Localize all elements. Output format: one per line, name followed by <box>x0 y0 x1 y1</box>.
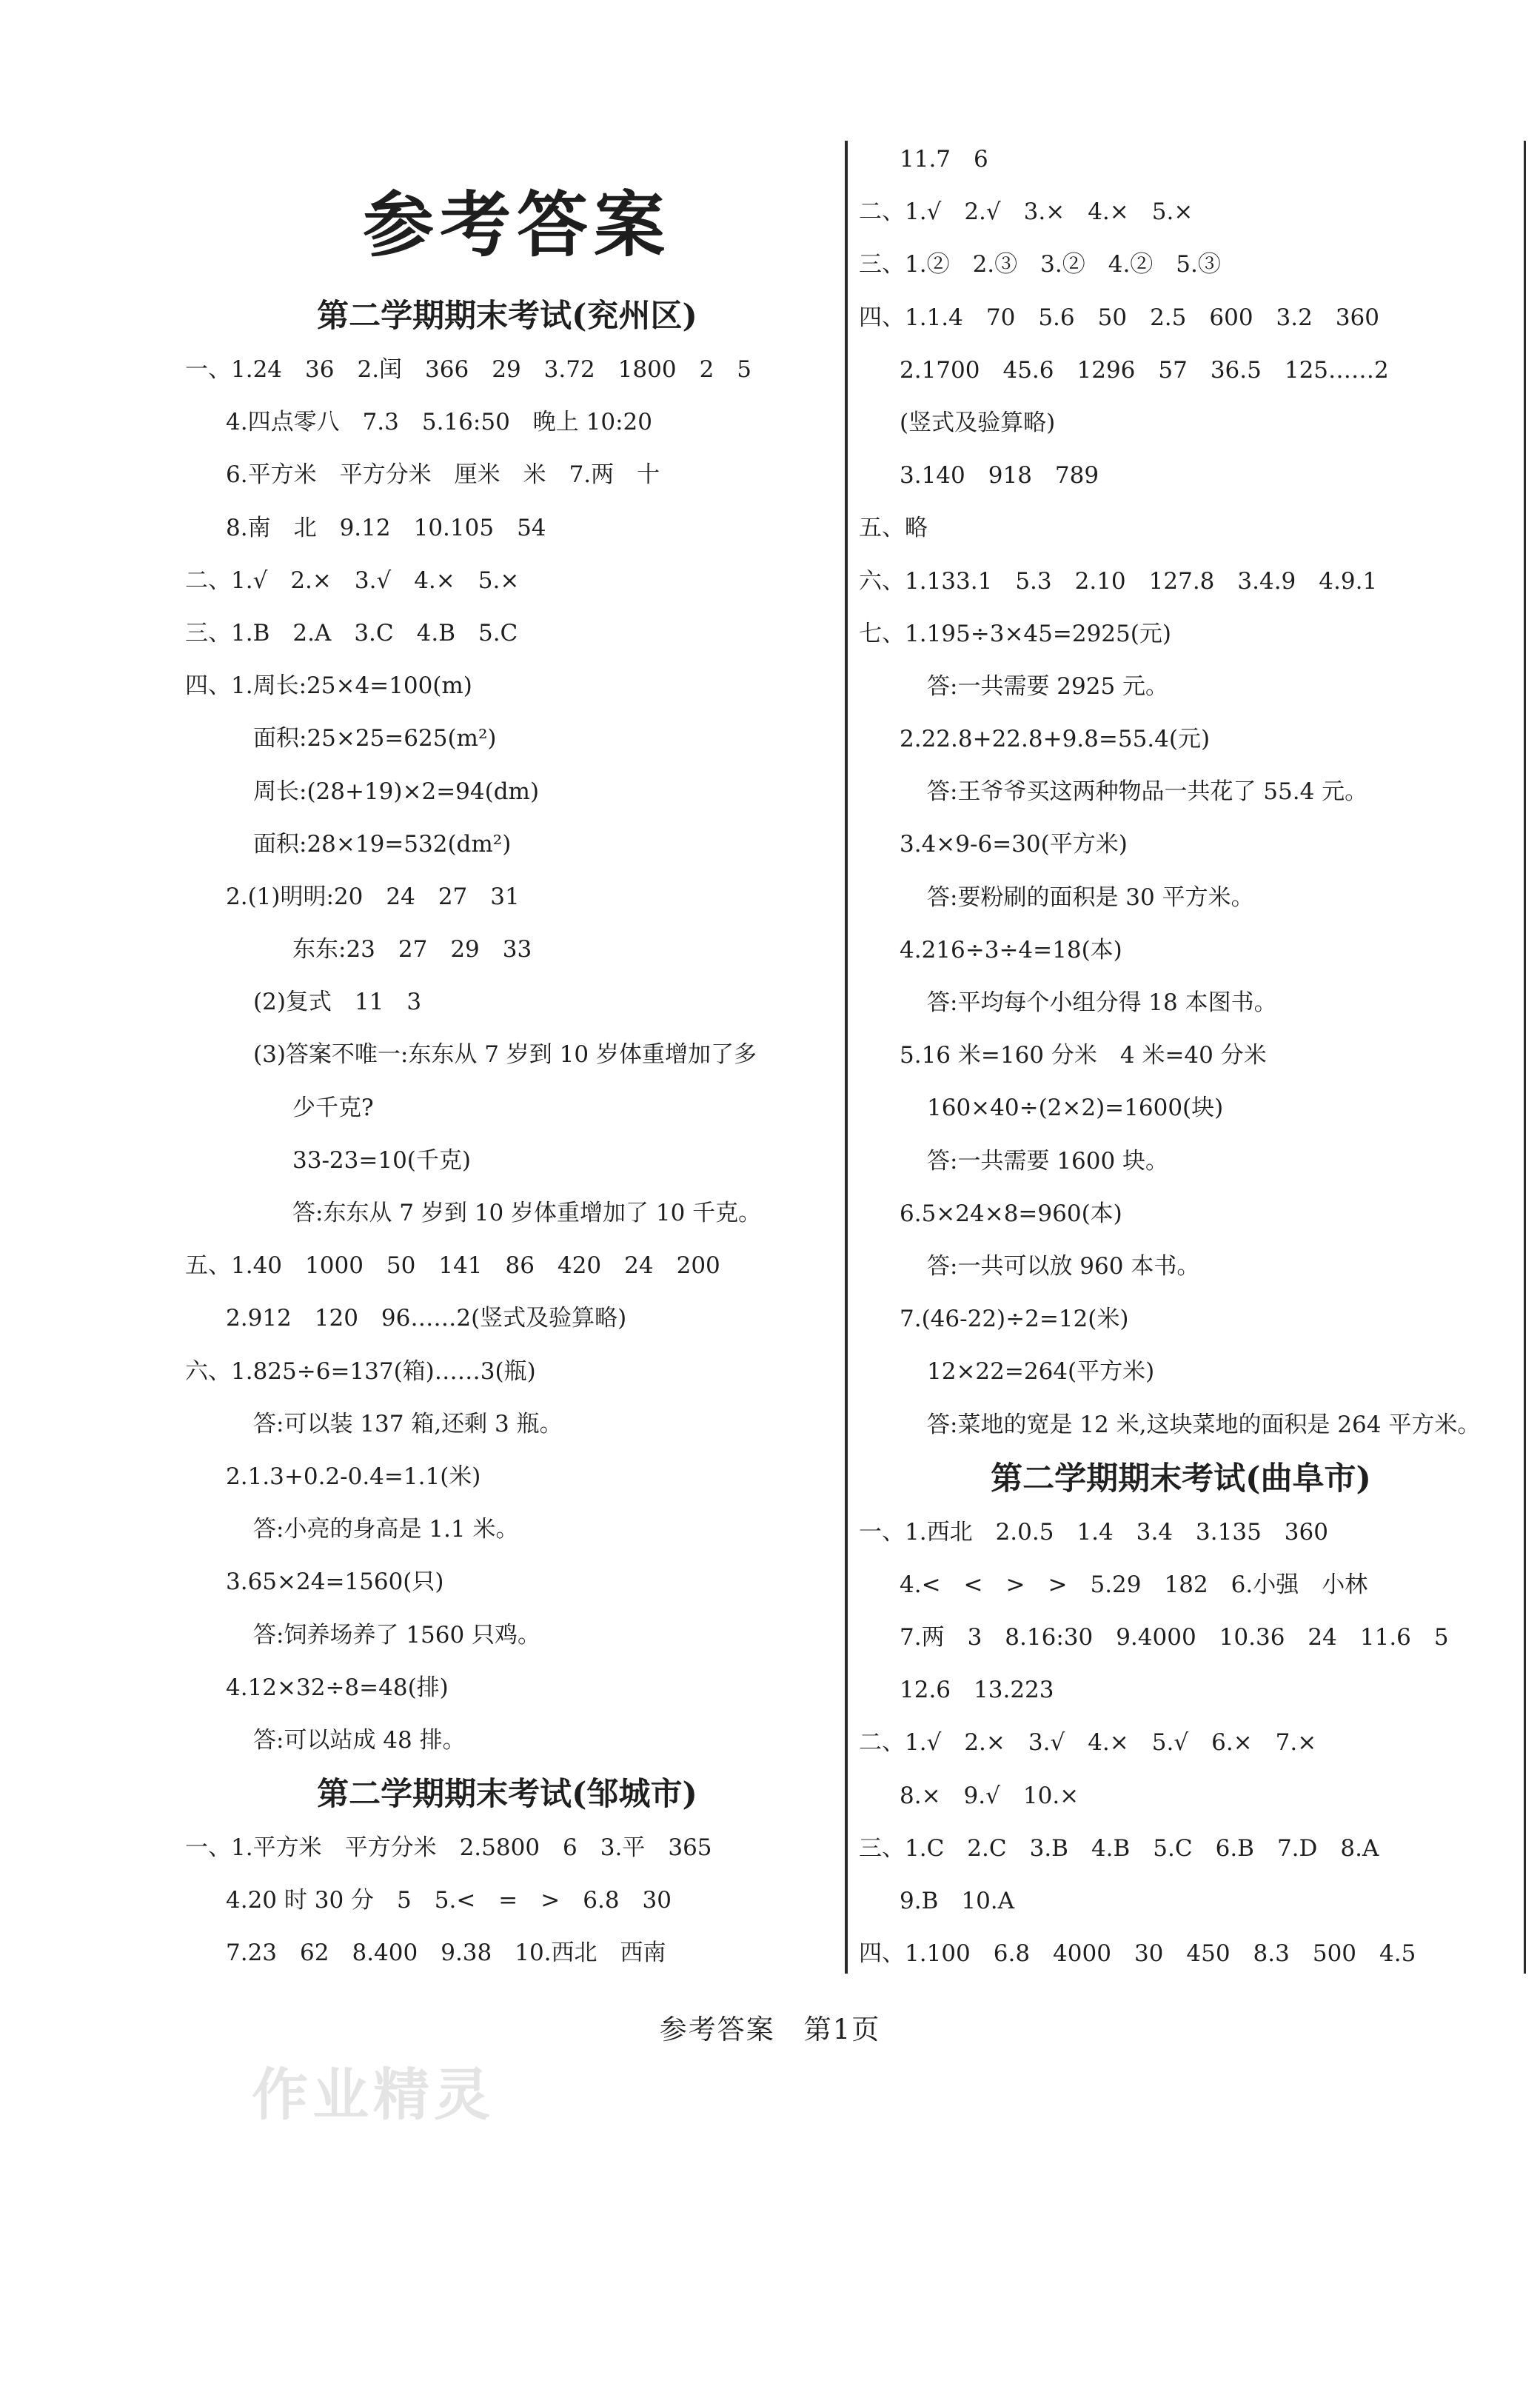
answer-line: 七、1.195÷3×45=2925(元) <box>859 620 1171 647</box>
answer-line: (竖式及验算略) <box>900 409 1056 436</box>
answer-line: 二、1.√ 2.√ 3.× 4.× 5.× <box>859 198 1194 226</box>
answer-line: 面积:25×25=625(m²) <box>253 725 497 752</box>
answer-line: 答:小亮的身高是 1.1 米。 <box>253 1516 519 1543</box>
section-heading: 第二学期期末考试(邹城市) <box>317 1776 697 1814</box>
page-footer: 参考答案 第1页 <box>659 2014 881 2045</box>
answer-line: 周长:(28+19)×2=94(dm) <box>253 778 540 805</box>
answer-line: 四、1.周长:25×4=100(m) <box>185 672 472 700</box>
answer-line: 9.B 10.A <box>900 1888 1015 1914</box>
answer-line: 12.6 13.223 <box>900 1677 1054 1704</box>
answer-line: 6.平方米 平方分米 厘米 米 7.两 十 <box>226 461 660 489</box>
answer-line: 3.140 918 789 <box>900 462 1099 490</box>
answer-line: 少千克? <box>292 1094 374 1121</box>
answer-line: 7.23 62 8.400 9.38 10.西北 西南 <box>226 1940 666 1967</box>
answer-line: 160×40÷(2×2)=1600(块) <box>927 1095 1224 1122</box>
answer-line: 答:一共可以放 960 本书。 <box>927 1252 1200 1280</box>
answer-line: 一、1.平方米 平方分米 2.5800 6 3.平 365 <box>185 1834 712 1862</box>
answer-line: (2)复式 11 3 <box>253 989 422 1016</box>
answer-line: 4.四点零八 7.3 5.16:50 晚上 10:20 <box>226 409 652 436</box>
answer-line: 4.216÷3÷4=18(本) <box>900 936 1122 963</box>
answer-line: 六、1.133.1 5.3 2.10 127.8 3.4.9 4.9.1 <box>859 567 1378 595</box>
answer-line: 2.1700 45.6 1296 57 36.5 125……2 <box>900 356 1389 384</box>
answer-line: 三、1.B 2.A 3.C 4.B 5.C <box>185 619 518 647</box>
answer-line: 面积:28×19=532(dm²) <box>253 830 512 858</box>
answer-line: 五、1.40 1000 50 141 86 420 24 200 <box>185 1252 720 1280</box>
answer-line: 答:一共需要 2925 元。 <box>927 672 1169 700</box>
answer-line: 答:一共需要 1600 块。 <box>927 1147 1169 1175</box>
answer-line: 4.< < > > 5.29 182 6.小强 小林 <box>900 1571 1368 1598</box>
left-column <box>185 289 829 1980</box>
answer-line: 一、1.西北 2.0.5 1.4 3.4 3.135 360 <box>859 1518 1328 1546</box>
answer-line: 2.1.3+0.2-0.4=1.1(米) <box>226 1463 481 1490</box>
answer-line: 四、1.1.4 70 5.6 50 2.5 600 3.2 360 <box>859 304 1380 331</box>
answer-line: 答:可以站成 48 排。 <box>253 1726 466 1754</box>
answer-line: 五、略 <box>859 515 928 542</box>
watermark: 作业精灵 <box>252 2062 495 2128</box>
answer-line: 三、1.② 2.③ 3.② 4.② 5.③ <box>859 251 1221 278</box>
answer-line: 一、1.24 36 2.闰 366 29 3.72 1800 2 5 <box>185 356 752 383</box>
answer-line: 4.20 时 30 分 5 5.< = > 6.8 30 <box>226 1887 672 1914</box>
answer-line: 3.65×24=1560(只) <box>226 1569 444 1596</box>
answer-line: 答:菜地的宽是 12 米,这块菜地的面积是 264 平方米。 <box>927 1411 1481 1438</box>
answer-line: 7.两 3 8.16:30 9.4000 10.36 24 11.6 5 <box>900 1624 1449 1651</box>
answer-line: 二、1.√ 2.× 3.√ 4.× 5.√ 6.× 7.× <box>859 1729 1317 1757</box>
answer-line: 答:要粉刷的面积是 30 平方米。 <box>927 883 1254 911</box>
right-edge-rule <box>1524 141 1526 1974</box>
answer-line: 12×22=264(平方米) <box>927 1358 1155 1386</box>
section-heading: 第二学期期末考试(曲阜市) <box>991 1460 1371 1497</box>
answer-line: 答:可以装 137 箱,还剩 3 瓶。 <box>253 1410 563 1437</box>
answer-line: 答:平均每个小组分得 18 本图书。 <box>927 989 1277 1016</box>
answer-line: 33-23=10(千克) <box>292 1146 471 1174</box>
column-divider <box>845 141 848 1974</box>
answer-line: 2.(1)明明:20 24 27 31 <box>226 883 520 910</box>
answer-line: 4.12×32÷8=48(排) <box>226 1674 449 1701</box>
answer-line: 东东:23 27 29 33 <box>292 936 532 963</box>
answer-line: 答:饲养场养了 1560 只鸡。 <box>253 1621 541 1648</box>
answer-line: 三、1.C 2.C 3.B 4.B 5.C 6.B 7.D 8.A <box>859 1834 1379 1862</box>
right-column <box>859 133 1503 1980</box>
answer-line: 8.南 北 9.12 10.105 54 <box>226 514 546 541</box>
answer-line: 7.(46-22)÷2=12(米) <box>900 1306 1129 1333</box>
answer-line: 2.22.8+22.8+9.8=55.4(元) <box>900 726 1211 753</box>
answer-line: 3.4×9-6=30(平方米) <box>900 831 1128 858</box>
answer-line: 2.912 120 96……2(竖式及验算略) <box>226 1305 627 1332</box>
answer-line: 答:王爷爷买这两种物品一共花了 55.4 元。 <box>927 778 1368 806</box>
section-heading: 第二学期期末考试(兖州区) <box>317 298 697 335</box>
answer-line: 四、1.100 6.8 4000 30 450 8.3 500 4.5 <box>859 1940 1416 1968</box>
answer-line: 11.7 6 <box>900 146 988 173</box>
answer-line: (3)答案不唯一:东东从 7 岁到 10 岁体重增加了多 <box>253 1041 757 1069</box>
answer-line: 二、1.√ 2.× 3.√ 4.× 5.× <box>185 567 520 594</box>
answer-line: 答:东东从 7 岁到 10 岁体重增加了 10 千克。 <box>292 1200 762 1226</box>
answer-line: 8.× 9.√ 10.× <box>900 1782 1079 1809</box>
answer-line: 6.5×24×8=960(本) <box>900 1200 1122 1227</box>
answer-line: 5.16 米=160 分米 4 米=40 分米 <box>900 1042 1267 1069</box>
answer-line: 六、1.825÷6=137(箱)……3(瓶) <box>185 1357 536 1385</box>
page-title: 参考答案 <box>363 183 671 267</box>
